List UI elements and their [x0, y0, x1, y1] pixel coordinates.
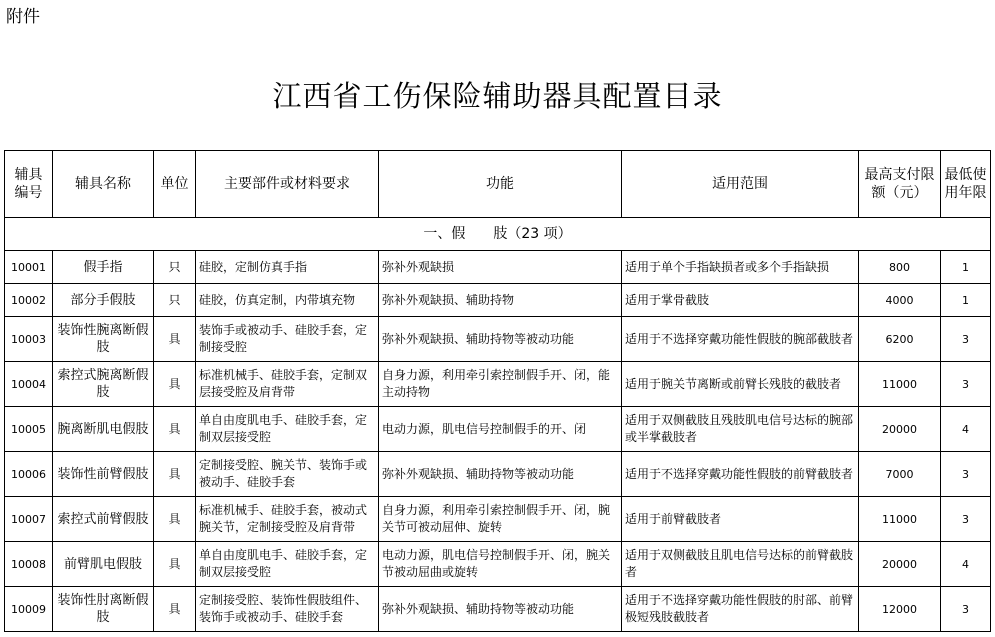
cell-max-pay: 12000	[859, 587, 941, 632]
cell-function: 弥补外观缺损	[379, 251, 622, 284]
cell-scope: 适用于掌骨截肢	[622, 284, 859, 317]
cell-min-years: 3	[941, 587, 991, 632]
cell-code: 10006	[5, 452, 53, 497]
header-name: 辅具名称	[53, 151, 154, 218]
cell-max-pay: 800	[859, 251, 941, 284]
cell-max-pay: 20000	[859, 407, 941, 452]
cell-code: 10008	[5, 542, 53, 587]
cell-parts: 单自由度肌电手、硅胶手套，定制双层接受腔	[196, 407, 379, 452]
cell-min-years: 3	[941, 497, 991, 542]
header-min-years: 最低使用年限	[941, 151, 991, 218]
cell-code: 10001	[5, 251, 53, 284]
attachment-label: 附件	[6, 7, 40, 27]
cell-parts: 定制接受腔、装饰性假肢组件、装饰手或被动手、硅胶手套	[196, 587, 379, 632]
cell-scope: 适用于不选择穿戴功能性假肢的腕部截肢者	[622, 317, 859, 362]
cell-unit: 具	[154, 452, 196, 497]
cell-parts: 定制接受腔、腕关节、装饰手或被动手、硅胶手套	[196, 452, 379, 497]
section-title: 一、假 肢（23 项）	[5, 218, 991, 251]
header-max-pay: 最高支付限额（元）	[859, 151, 941, 218]
table-row	[5, 587, 991, 632]
cell-min-years: 3	[941, 362, 991, 407]
cell-name: 索控式腕离断假肢	[53, 362, 154, 407]
header-function: 功能	[379, 151, 622, 218]
cell-function: 弥补外观缺损、辅助持物等被动功能	[379, 587, 622, 632]
page-title: 江西省工伤保险辅助器具配置目录	[272, 79, 723, 113]
cell-unit: 具	[154, 542, 196, 587]
cell-parts: 硅胶，仿真定制，内带填充物	[196, 284, 379, 317]
header-scope: 适用范围	[622, 151, 859, 218]
cell-min-years: 1	[941, 284, 991, 317]
cell-unit: 只	[154, 251, 196, 284]
table-header-row	[5, 151, 991, 218]
cell-function: 弥补外观缺损、辅助持物等被动功能	[379, 452, 622, 497]
table-row	[5, 284, 991, 317]
cell-parts: 装饰手或被动手、硅胶手套，定制接受腔	[196, 317, 379, 362]
table-row	[5, 452, 991, 497]
section-row	[5, 218, 991, 251]
cell-parts: 单自由度肌电手、硅胶手套，定制双层接受腔	[196, 542, 379, 587]
cell-function: 弥补外观缺损、辅助持物等被动功能	[379, 317, 622, 362]
cell-max-pay: 7000	[859, 452, 941, 497]
header-code: 辅具编号	[5, 151, 53, 218]
cell-unit: 具	[154, 317, 196, 362]
cell-min-years: 3	[941, 317, 991, 362]
cell-min-years: 3	[941, 452, 991, 497]
cell-min-years: 4	[941, 407, 991, 452]
cell-min-years: 4	[941, 542, 991, 587]
cell-max-pay: 4000	[859, 284, 941, 317]
catalog-table	[4, 150, 991, 632]
table-row	[5, 497, 991, 542]
cell-unit: 具	[154, 362, 196, 407]
cell-max-pay: 11000	[859, 362, 941, 407]
cell-scope: 适用于单个手指缺损者或多个手指缺损	[622, 251, 859, 284]
cell-name: 腕离断肌电假肢	[53, 407, 154, 452]
cell-scope: 适用于腕关节离断或前臂长残肢的截肢者	[622, 362, 859, 407]
cell-name: 假手指	[53, 251, 154, 284]
header-parts: 主要部件或材料要求	[196, 151, 379, 218]
cell-unit: 具	[154, 587, 196, 632]
cell-function: 自身力源，利用牵引索控制假手开、闭，能主动持物	[379, 362, 622, 407]
cell-code: 10005	[5, 407, 53, 452]
cell-max-pay: 6200	[859, 317, 941, 362]
cell-unit: 具	[154, 407, 196, 452]
cell-name: 索控式前臂假肢	[53, 497, 154, 542]
cell-parts: 硅胶，定制仿真手指	[196, 251, 379, 284]
cell-function: 电动力源，肌电信号控制假手的开、闭	[379, 407, 622, 452]
cell-code: 10002	[5, 284, 53, 317]
cell-name: 前臂肌电假肢	[53, 542, 154, 587]
cell-scope: 适用于前臂截肢者	[622, 497, 859, 542]
cell-min-years: 1	[941, 251, 991, 284]
cell-max-pay: 11000	[859, 497, 941, 542]
cell-function: 电动力源，肌电信号控制假手开、闭，腕关节被动屈曲或旋转	[379, 542, 622, 587]
cell-scope: 适用于不选择穿戴功能性假肢的肘部、前臂极短残肢截肢者	[622, 587, 859, 632]
table-row	[5, 251, 991, 284]
header-unit: 单位	[154, 151, 196, 218]
cell-name: 装饰性肘离断假肢	[53, 587, 154, 632]
cell-unit: 具	[154, 497, 196, 542]
cell-code: 10003	[5, 317, 53, 362]
cell-name: 部分手假肢	[53, 284, 154, 317]
cell-function: 弥补外观缺损、辅助持物	[379, 284, 622, 317]
cell-unit: 只	[154, 284, 196, 317]
cell-function: 自身力源，利用牵引索控制假手开、闭，腕关节可被动屈伸、旋转	[379, 497, 622, 542]
cell-scope: 适用于双侧截肢且残肢肌电信号达标的腕部或半掌截肢者	[622, 407, 859, 452]
cell-scope: 适用于不选择穿戴功能性假肢的前臂截肢者	[622, 452, 859, 497]
cell-code: 10009	[5, 587, 53, 632]
cell-name: 装饰性腕离断假肢	[53, 317, 154, 362]
table-row	[5, 362, 991, 407]
cell-code: 10004	[5, 362, 53, 407]
cell-parts: 标准机械手、硅胶手套，被动式腕关节，定制接受腔及肩背带	[196, 497, 379, 542]
cell-parts: 标准机械手、硅胶手套，定制双层接受腔及肩背带	[196, 362, 379, 407]
table-row	[5, 542, 991, 587]
cell-max-pay: 20000	[859, 542, 941, 587]
cell-scope: 适用于双侧截肢且肌电信号达标的前臂截肢者	[622, 542, 859, 587]
table-row	[5, 407, 991, 452]
cell-code: 10007	[5, 497, 53, 542]
table-row	[5, 317, 991, 362]
cell-name: 装饰性前臂假肢	[53, 452, 154, 497]
